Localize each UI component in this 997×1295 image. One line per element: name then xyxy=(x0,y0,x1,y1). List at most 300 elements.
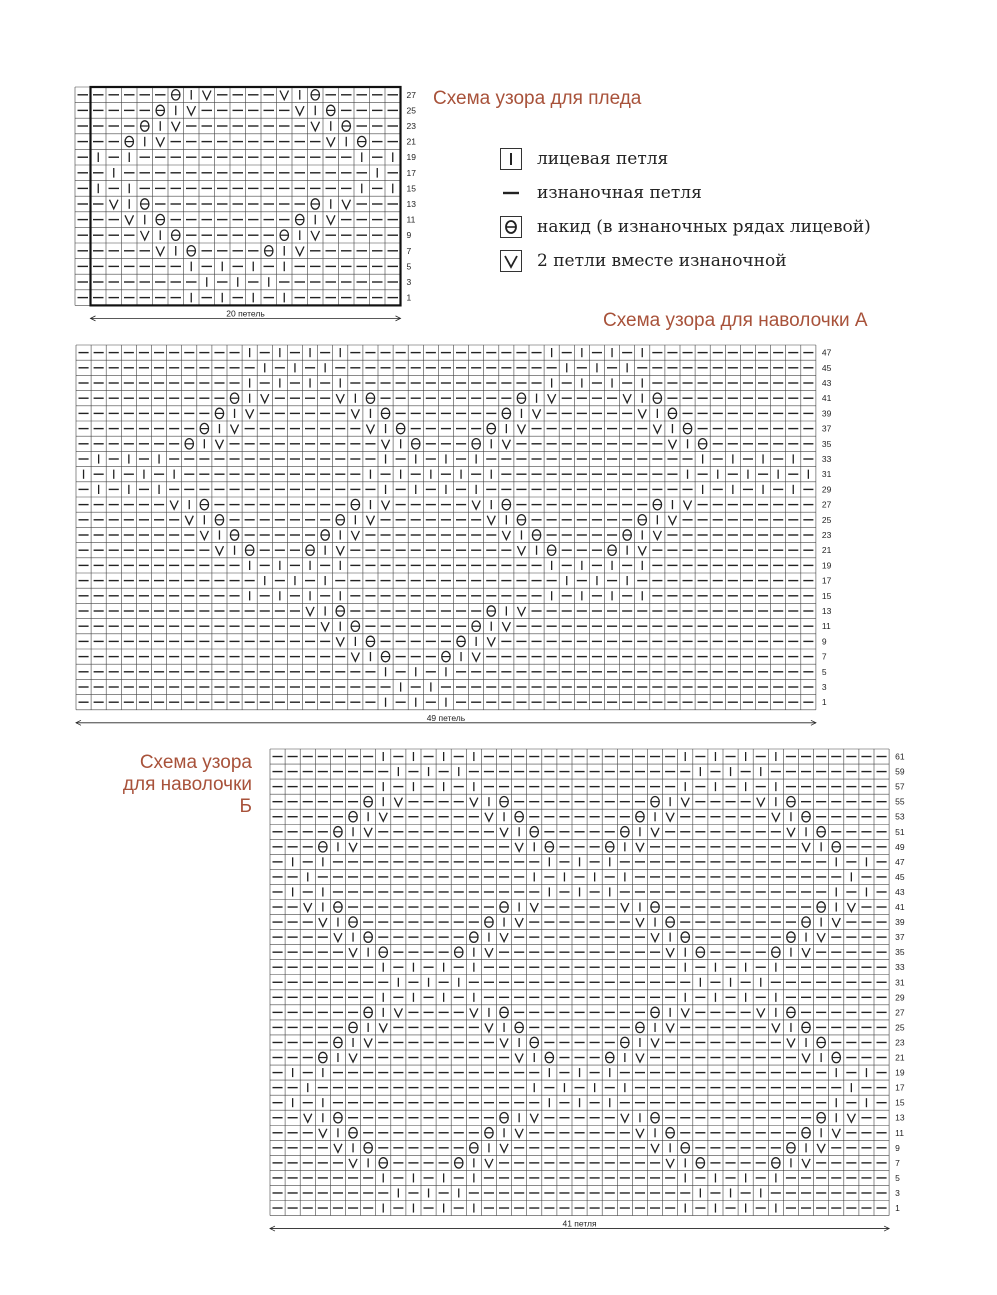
purl-two-together-icon xyxy=(500,250,522,272)
row-number-label: 11 xyxy=(406,214,416,225)
purl-two-together-icon xyxy=(636,1129,644,1138)
yarn-over-icon xyxy=(215,515,223,525)
legend-item-yarn-over xyxy=(500,210,871,244)
purl-two-together-icon xyxy=(470,798,478,807)
row-number-label: 33 xyxy=(895,962,905,973)
yarn-over-icon xyxy=(500,216,522,238)
grid-lines xyxy=(75,87,401,305)
yarn-over-icon xyxy=(296,214,304,224)
purl-two-together-icon xyxy=(502,440,510,449)
yarn-over-icon xyxy=(698,439,706,449)
yarn-over-icon xyxy=(832,1052,840,1062)
purl-two-together-icon xyxy=(231,425,239,434)
row-number-label: 9 xyxy=(821,636,827,647)
yarn-over-icon xyxy=(515,812,523,822)
yarn-over-icon xyxy=(306,545,314,555)
row-number-label: 19 xyxy=(406,152,416,163)
row-number-label: 11 xyxy=(895,1127,904,1138)
purl-two-together-icon xyxy=(334,1144,342,1153)
yarn-over-icon xyxy=(327,105,335,115)
row-number-label: 41 xyxy=(895,902,905,913)
yarn-over-icon xyxy=(545,1052,553,1062)
yarn-over-icon xyxy=(500,1007,508,1017)
yarn-over-icon xyxy=(547,545,555,555)
purl-two-together-icon xyxy=(515,918,523,927)
purl-two-together-icon xyxy=(246,409,254,418)
yarn-over-icon xyxy=(787,1007,795,1017)
purl-two-together-icon xyxy=(394,1008,402,1017)
yarn-over-icon xyxy=(230,530,238,540)
purl-two-together-icon xyxy=(327,215,336,224)
purl-two-together-icon xyxy=(638,546,646,555)
row-number-label: 11 xyxy=(821,621,831,632)
purl-two-together-icon xyxy=(515,1054,523,1063)
yarn-over-icon xyxy=(172,90,180,100)
yarn-over-icon xyxy=(280,230,288,240)
row-number-label: 57 xyxy=(895,781,905,792)
yarn-over-icon xyxy=(141,121,149,131)
yarn-over-icon xyxy=(696,947,704,957)
purl-two-together-icon xyxy=(651,1144,659,1153)
yarn-over-icon xyxy=(336,515,344,525)
purl-two-together-icon xyxy=(185,516,193,525)
purl-two-together-icon xyxy=(487,516,495,525)
purl-two-together-icon xyxy=(666,1023,674,1032)
yarn-over-icon xyxy=(638,515,646,525)
pillow-b-chart-grid xyxy=(270,749,919,1242)
yarn-over-icon xyxy=(321,530,329,540)
purl-two-together-icon xyxy=(319,918,327,927)
yarn-over-icon xyxy=(334,902,342,912)
row-number-label: 23 xyxy=(821,530,832,540)
purl-two-together-icon xyxy=(653,531,661,540)
row-number-label: 17 xyxy=(895,1082,905,1093)
purl-two-together-icon xyxy=(530,903,538,912)
row-number-label: 23 xyxy=(406,121,416,131)
row-number-label: 59 xyxy=(895,766,905,777)
purl-two-together-icon xyxy=(200,531,208,540)
yarn-over-icon xyxy=(125,136,133,146)
purl-two-together-icon xyxy=(366,516,374,525)
yarn-over-icon xyxy=(500,902,508,912)
legend-label-knit: лицевая петля xyxy=(537,149,669,169)
purl-two-together-icon xyxy=(125,215,134,224)
purl-two-together-icon xyxy=(802,948,810,957)
yarn-over-icon xyxy=(802,917,810,927)
grid-lines xyxy=(76,345,816,710)
purl-two-together-icon xyxy=(757,1008,765,1017)
row-number-label: 1 xyxy=(406,292,412,303)
purl-two-together-icon xyxy=(517,425,525,434)
yarn-over-icon xyxy=(515,1022,523,1032)
row-number-label: 5 xyxy=(895,1172,900,1183)
purl-two-together-icon xyxy=(802,1159,810,1168)
yarn-over-icon xyxy=(334,1113,342,1123)
purl-two-together-icon xyxy=(366,425,374,434)
yarn-over-icon xyxy=(156,105,164,115)
yarn-over-icon xyxy=(606,842,614,852)
yarn-over-icon xyxy=(802,1128,810,1138)
row-number-label: 25 xyxy=(821,514,832,525)
purl-two-together-icon xyxy=(684,501,692,510)
row-number-label: 49 xyxy=(895,841,905,852)
purl-two-together-icon xyxy=(203,91,212,100)
yarn-over-icon xyxy=(319,842,327,852)
purl-two-together-icon xyxy=(321,622,329,631)
yarn-over-icon xyxy=(666,917,674,927)
purl-two-together-icon xyxy=(533,409,541,418)
row-number-label: 3 xyxy=(821,682,827,692)
purl-two-together-icon xyxy=(172,122,181,131)
row-number-label: 1 xyxy=(821,697,827,708)
pillow-b-chart xyxy=(270,749,919,1242)
purl-two-together-icon xyxy=(681,1008,689,1017)
purl-two-together-icon xyxy=(110,200,119,209)
yarn-over-icon xyxy=(455,1158,463,1168)
yarn-over-icon xyxy=(651,1007,659,1017)
row-number-label: 21 xyxy=(406,136,416,147)
purl-two-together-icon xyxy=(364,1038,372,1047)
row-number-label: 21 xyxy=(895,1052,905,1063)
row-number-label: 13 xyxy=(895,1112,905,1123)
purl-two-together-icon xyxy=(847,1114,855,1123)
purl-two-together-icon xyxy=(311,122,320,131)
yarn-over-icon xyxy=(485,917,493,927)
row-number-label: 43 xyxy=(895,886,905,897)
purl-two-together-icon xyxy=(651,828,659,837)
yarn-over-icon xyxy=(696,1158,704,1168)
yarn-over-icon xyxy=(651,796,659,806)
yarn-over-icon xyxy=(364,1143,372,1153)
purl-two-together-icon xyxy=(379,813,387,822)
yarn-over-icon xyxy=(379,1158,387,1168)
purl-two-together-icon xyxy=(621,903,629,912)
yarn-over-icon xyxy=(651,902,659,912)
yarn-over-icon xyxy=(364,932,372,942)
row-number-label: 55 xyxy=(895,796,905,807)
purl-two-together-icon xyxy=(296,106,305,115)
row-number-label: 19 xyxy=(895,1067,905,1078)
yarn-over-icon xyxy=(200,423,208,433)
purl-two-together-icon xyxy=(651,1038,659,1047)
yarn-over-icon xyxy=(358,136,366,146)
yarn-over-icon xyxy=(342,121,350,131)
yarn-over-icon xyxy=(832,842,840,852)
purl-two-together-icon xyxy=(364,828,372,837)
purl-two-together-icon xyxy=(500,1038,508,1047)
yarn-over-icon xyxy=(502,499,510,509)
yarn-over-icon xyxy=(141,199,149,209)
yarn-over-icon xyxy=(772,947,780,957)
purl-two-together-icon xyxy=(336,637,344,646)
yarn-over-icon xyxy=(319,1052,327,1062)
legend-item-p2tog xyxy=(500,244,871,278)
purl-two-together-icon xyxy=(336,546,344,555)
pillow-a-chart-title: Схема узора для наволочки А xyxy=(603,310,868,331)
purl-two-together-icon xyxy=(485,1023,493,1032)
yarn-over-icon xyxy=(187,246,195,256)
row-number-label: 5 xyxy=(821,666,827,677)
purl-two-together-icon xyxy=(306,607,314,616)
purl-two-together-icon xyxy=(502,531,510,540)
yarn-over-icon xyxy=(336,606,344,616)
purl-two-together-icon xyxy=(757,798,765,807)
purl-two-together-icon xyxy=(342,200,351,209)
yarn-over-icon xyxy=(817,902,825,912)
purl-two-together-icon xyxy=(515,843,523,852)
purl-two-together-icon xyxy=(623,394,631,403)
purl-two-together-icon xyxy=(351,531,359,540)
purl-two-together-icon xyxy=(500,1144,508,1153)
yarn-over-icon xyxy=(381,651,389,661)
purl-two-together-icon xyxy=(787,828,795,837)
legend-item-purl xyxy=(500,176,871,210)
purl-two-together-icon xyxy=(530,1114,538,1123)
purl-two-together-icon xyxy=(336,394,344,403)
yarn-over-icon xyxy=(500,796,508,806)
yarn-over-icon xyxy=(487,423,495,433)
purl-two-together-icon xyxy=(817,933,825,942)
purl-two-together-icon xyxy=(351,409,359,418)
purl-two-together-icon xyxy=(382,501,390,510)
row-number-label: 17 xyxy=(821,575,832,586)
row-number-label: 53 xyxy=(895,811,905,822)
row-number-label: 19 xyxy=(821,560,832,571)
pled-chart-title: Схема узора для пледа xyxy=(433,88,642,109)
yarn-over-icon xyxy=(787,796,795,806)
yarn-over-icon xyxy=(470,1143,478,1153)
purl-two-together-icon xyxy=(681,798,689,807)
row-number-label: 31 xyxy=(821,469,832,480)
yarn-over-icon xyxy=(366,393,374,403)
purl-two-together-icon xyxy=(472,501,480,510)
row-number-label: 9 xyxy=(895,1142,900,1153)
purl-two-together-icon xyxy=(485,813,493,822)
pillow-b-chart-title: Схема узора для наволочки Б xyxy=(122,752,252,817)
row-number-label: 29 xyxy=(895,992,905,1003)
yarn-over-icon xyxy=(457,636,465,646)
purl-two-together-icon xyxy=(349,948,357,957)
yarn-over-icon xyxy=(621,827,629,837)
purl-two-together-icon xyxy=(215,546,223,555)
row-number-label: 27 xyxy=(406,89,416,100)
purl-two-together-icon xyxy=(802,1054,810,1063)
row-number-label: 51 xyxy=(895,826,905,837)
yarn-over-icon xyxy=(817,1037,825,1047)
legend-item-knit xyxy=(500,142,871,176)
purl-two-together-icon xyxy=(651,933,659,942)
yarn-over-icon xyxy=(200,499,208,509)
yarn-over-icon xyxy=(666,1128,674,1138)
yarn-over-icon xyxy=(364,796,372,806)
row-number-label: 45 xyxy=(895,871,905,882)
purl-two-together-icon xyxy=(515,1129,523,1138)
pillow-a-chart xyxy=(76,345,846,736)
yarn-over-icon xyxy=(172,230,180,240)
yarn-over-icon xyxy=(366,636,374,646)
purl-two-together-icon xyxy=(787,1038,795,1047)
purl-two-together-icon xyxy=(311,231,320,240)
yarn-over-icon xyxy=(412,439,420,449)
yarn-over-icon xyxy=(472,621,480,631)
row-number-label: 5 xyxy=(406,261,412,272)
yarn-over-icon xyxy=(442,651,450,661)
purl-two-together-icon xyxy=(653,425,661,434)
purl-two-together-icon xyxy=(304,1114,312,1123)
row-number-label: 33 xyxy=(821,454,832,464)
purl-two-together-icon xyxy=(382,440,390,449)
purl-two-together-icon xyxy=(487,637,495,646)
purl-two-together-icon xyxy=(636,843,644,852)
purl-two-together-icon xyxy=(349,1159,357,1168)
purl-two-together-icon xyxy=(666,1159,674,1168)
yarn-over-icon xyxy=(530,1037,538,1047)
yarn-over-icon xyxy=(802,812,810,822)
purl-two-together-icon xyxy=(636,918,644,927)
yarn-over-icon xyxy=(817,827,825,837)
yarn-over-icon xyxy=(517,393,525,403)
purl-two-together-icon xyxy=(280,91,289,100)
yarn-over-icon xyxy=(502,408,510,418)
purl-two-together-icon xyxy=(156,137,165,146)
purl-two-together-icon xyxy=(379,1023,387,1032)
yarn-over-icon xyxy=(185,439,193,449)
row-number-label: 39 xyxy=(895,917,905,928)
yarn-over-icon xyxy=(683,423,691,433)
purl-two-together-icon xyxy=(666,948,674,957)
yarn-over-icon xyxy=(245,545,253,555)
yarn-over-icon xyxy=(802,1022,810,1032)
purl-two-together-icon xyxy=(472,653,480,662)
purl-two-together-icon xyxy=(668,516,676,525)
yarn-over-icon xyxy=(455,947,463,957)
purl-two-together-icon xyxy=(349,1054,357,1063)
width-label: 20 петель xyxy=(226,308,265,319)
row-number-label: 13 xyxy=(406,199,416,209)
yarn-over-icon xyxy=(349,1022,357,1032)
row-number-label: 39 xyxy=(821,408,832,419)
purl-two-together-icon xyxy=(772,813,780,822)
yarn-over-icon xyxy=(621,1037,629,1047)
yarn-over-icon xyxy=(156,214,164,224)
yarn-over-icon xyxy=(623,530,631,540)
row-number-label: 25 xyxy=(406,105,416,116)
row-number-label: 7 xyxy=(895,1157,900,1168)
purl-two-together-icon xyxy=(832,918,840,927)
yarn-over-icon xyxy=(606,1052,614,1062)
legend-label-yarn-over: накид (в изнаночных рядах лицевой) xyxy=(537,217,871,237)
purl-two-together-icon xyxy=(847,903,855,912)
purl-two-together-icon xyxy=(319,1129,327,1138)
row-number-label: 3 xyxy=(406,277,412,287)
purl-two-together-icon xyxy=(261,394,269,403)
row-number-label: 21 xyxy=(821,545,832,556)
purl-two-together-icon xyxy=(500,933,508,942)
yarn-over-icon xyxy=(379,947,387,957)
legend-label-p2tog: 2 петли вместе изнаночной xyxy=(537,251,787,271)
yarn-over-icon xyxy=(500,1113,508,1123)
yarn-over-icon xyxy=(311,90,319,100)
yarn-over-icon xyxy=(381,408,389,418)
row-number-label: 35 xyxy=(821,438,832,449)
yarn-over-icon xyxy=(545,842,553,852)
row-number-label: 15 xyxy=(821,590,832,601)
row-number-label: 45 xyxy=(821,362,832,373)
stitch-legend xyxy=(500,142,871,278)
yarn-over-icon xyxy=(517,515,525,525)
width-label: 41 петля xyxy=(562,1218,597,1229)
yarn-over-icon xyxy=(334,827,342,837)
row-number-label: 27 xyxy=(821,499,832,510)
purl-two-together-icon xyxy=(327,137,336,146)
pled-chart xyxy=(75,87,431,331)
row-number-label: 25 xyxy=(895,1022,905,1033)
purl-two-together-icon xyxy=(548,394,556,403)
row-number-label: 7 xyxy=(406,245,412,256)
yarn-over-icon xyxy=(651,1113,659,1123)
row-number-label: 41 xyxy=(821,393,832,404)
row-number-label: 47 xyxy=(895,856,905,867)
yarn-over-icon xyxy=(772,1158,780,1168)
yarn-over-icon xyxy=(787,1143,795,1153)
width-label: 49 петель xyxy=(426,712,466,723)
yarn-over-icon xyxy=(653,393,661,403)
row-number-label: 17 xyxy=(406,167,416,178)
yarn-over-icon xyxy=(349,917,357,927)
yarn-over-icon xyxy=(472,439,480,449)
purl-two-together-icon xyxy=(485,1159,493,1168)
purl-two-together-icon xyxy=(668,440,676,449)
purl-two-together-icon xyxy=(817,1144,825,1153)
yarn-over-icon xyxy=(215,408,223,418)
purl-two-together-icon xyxy=(666,813,674,822)
purl-two-together-icon xyxy=(470,1008,478,1017)
yarn-over-icon xyxy=(349,812,357,822)
row-number-label: 3 xyxy=(895,1187,900,1198)
legend-label-purl: изнаночная петля xyxy=(537,183,702,203)
row-number-label: 9 xyxy=(406,230,412,241)
purl-two-together-icon xyxy=(141,231,150,240)
purl-two-together-icon xyxy=(517,607,525,616)
purl-two-together-icon xyxy=(621,1114,629,1123)
row-number-label: 13 xyxy=(821,606,832,616)
purl-two-together-icon xyxy=(517,546,525,555)
yarn-over-icon xyxy=(636,812,644,822)
purl-stitch-icon xyxy=(500,182,522,204)
purl-two-together-icon xyxy=(349,843,357,852)
yarn-over-icon xyxy=(608,545,616,555)
row-number-label: 23 xyxy=(895,1037,905,1048)
yarn-over-icon xyxy=(396,423,404,433)
yarn-over-icon xyxy=(817,1113,825,1123)
yarn-over-icon xyxy=(265,246,273,256)
purl-two-together-icon xyxy=(485,948,493,957)
row-number-label: 7 xyxy=(821,651,827,662)
purl-two-together-icon xyxy=(638,409,646,418)
row-number-label: 15 xyxy=(406,183,416,194)
purl-two-together-icon xyxy=(304,903,312,912)
row-number-label: 31 xyxy=(895,977,905,988)
yarn-over-icon xyxy=(681,1143,689,1153)
row-number-label: 47 xyxy=(821,347,832,358)
yarn-over-icon xyxy=(668,408,676,418)
yarn-over-icon xyxy=(470,932,478,942)
row-number-label: 15 xyxy=(895,1097,905,1108)
row-number-label: 29 xyxy=(821,484,832,495)
row-number-label: 43 xyxy=(821,378,832,388)
purl-two-together-icon xyxy=(502,622,510,631)
yarn-over-icon xyxy=(532,530,540,540)
